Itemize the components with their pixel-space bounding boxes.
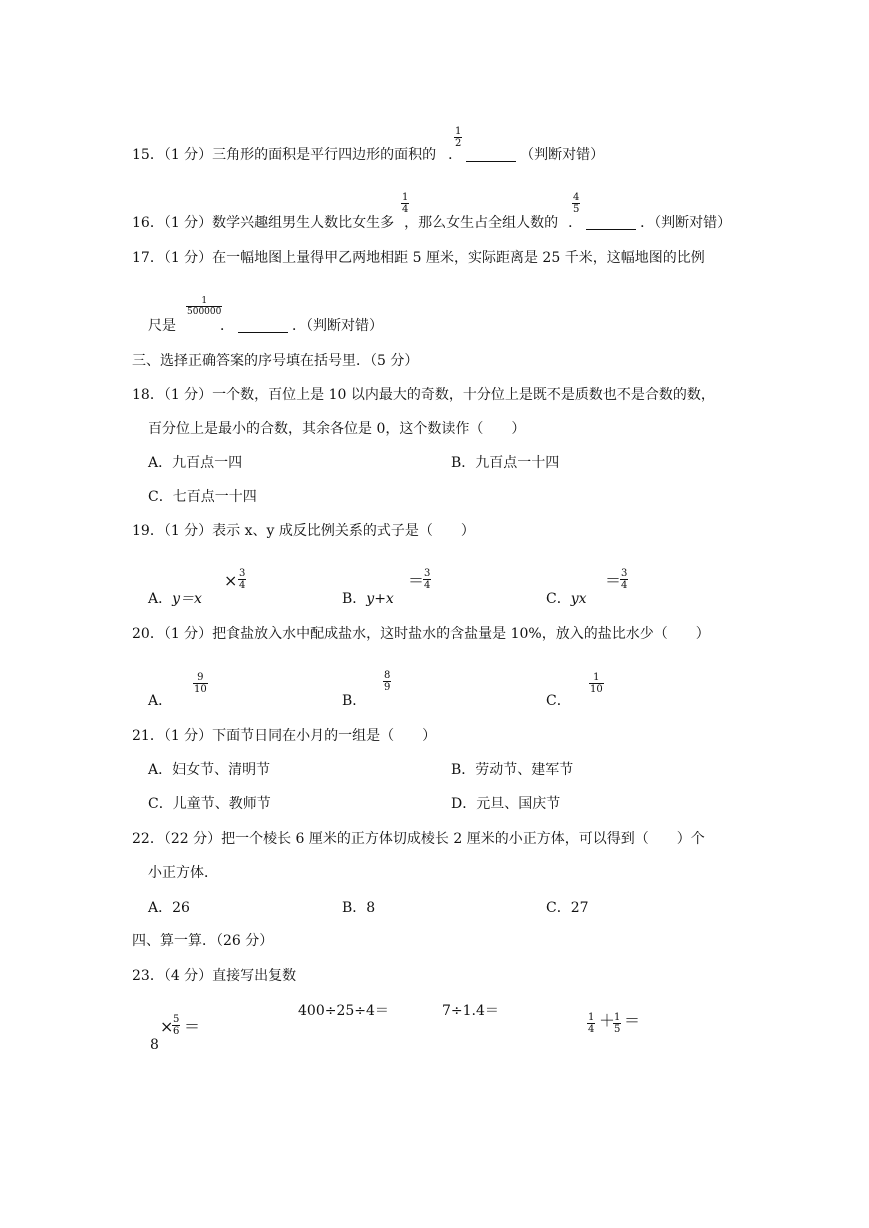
q15-period: ． (448, 147, 463, 163)
q17-answer-blank[interactable] (238, 318, 288, 333)
q23-expr4-plus: ＋ (599, 1011, 616, 1030)
q16-frac2-num: 4 (573, 192, 580, 203)
q18-line2: 百分位上是最小的合数，其余各位是 0，这个数读作（ ） (148, 421, 526, 437)
q20-c-frac-num: 1 (593, 672, 600, 683)
q22-option-c[interactable]: C．27 (546, 900, 589, 916)
section-3-heading: 三、选择正确答案的序号填在括号里．（5 分） (132, 353, 419, 369)
q17-frac-den: 500000 (187, 307, 222, 317)
q19-option-b-fraction (423, 568, 431, 591)
q23-expr1-times: × (160, 1017, 174, 1036)
q23-expr3: 7÷1.4＝ (442, 1003, 499, 1019)
q19-c-frac-den: 4 (621, 580, 628, 591)
q20-a-frac-num: 9 (197, 672, 204, 683)
q20-text: 20．（1 分）把食盐放入水中配成盐水，这时盐水的含盐量是 10%，放入的盐比水少（ ） (132, 626, 710, 642)
q23-e4-frac1-num: 1 (588, 1012, 595, 1023)
q15-line (132, 146, 604, 164)
q16-frac1-num: 1 (402, 192, 409, 203)
q23-e4-frac1-den: 4 (588, 1024, 595, 1035)
q19-option-b-expr: y+x (366, 591, 394, 607)
q16-frac2-den: 5 (573, 204, 580, 215)
q17-period: ． (220, 318, 234, 334)
q19-option-a-expr: y＝x (172, 591, 202, 607)
q19-b-frac-den: 4 (424, 580, 431, 591)
q16-frac1-den: 4 (402, 204, 409, 215)
q16-tail: ．（判断对错） (640, 215, 732, 231)
q15-frac-num: 1 (455, 126, 462, 137)
q21-option-a[interactable]: A．妇女节、清明节 (148, 762, 271, 778)
q20-b-frac-den: 9 (384, 682, 391, 693)
q17-line1: 17．（1 分）在一幅地图上量得甲乙两地相距 5 厘米，实际距离是 25 千米，这幅地图的比例 (132, 250, 705, 266)
q15-tail: （判断对错） (520, 147, 605, 163)
q20-option-b[interactable]: B． (342, 693, 367, 709)
q23-e1-frac-num: 5 (173, 1014, 180, 1025)
q21-option-d[interactable]: D．元旦、国庆节 (451, 796, 561, 812)
q16-mid: ，那么女生占全组人数的 (404, 215, 559, 231)
q23-e1-frac-den: 6 (173, 1026, 180, 1037)
q15-fraction (454, 126, 462, 149)
q23-expr4-equals: ＝ (624, 1011, 641, 1030)
q17-tail: ．（判断对错） (292, 318, 383, 334)
q23-e4-frac2-num: 1 (614, 1012, 621, 1023)
q21-text: 21．（1 分）下面节日同在小月的一组是（ ） (132, 728, 437, 744)
q19-a-frac-num: 3 (239, 568, 246, 579)
q19-b-frac-num: 3 (424, 568, 431, 579)
q19-option-c-expr: yx (570, 591, 587, 607)
q20-option-c-fraction (589, 672, 604, 695)
q23-expr1-base: 8 (150, 1037, 159, 1053)
q20-option-c[interactable]: C． (546, 693, 571, 709)
q23-expr4-fraction-1 (587, 1012, 595, 1035)
q16-line (132, 214, 731, 232)
q16-text: 16．（1 分）数学兴趣组男生人数比女生多 (132, 215, 395, 231)
q19-text: 19．（1 分）表示 x、y 成反比例关系的式子是（ ） (132, 523, 475, 539)
q20-b-frac-num: 8 (384, 670, 391, 681)
q15-frac-den: 2 (455, 138, 462, 149)
q23-expr1-equals: ＝ (184, 1017, 201, 1036)
q17-prefix: 尺是 (148, 318, 176, 334)
q19-option-c-fraction (620, 568, 628, 591)
q23-expr1-fraction (172, 1014, 180, 1037)
q21-option-b[interactable]: B．劳动节、建军节 (451, 762, 574, 778)
q19-option-a-label: A． (148, 591, 173, 607)
q19-option-a-fraction (238, 568, 246, 591)
q21-option-c[interactable]: C．儿童节、教师节 (148, 796, 271, 812)
q20-a-frac-den: 10 (194, 684, 207, 695)
q18-option-c[interactable]: C．七百点一十四 (148, 489, 257, 505)
q17-line2 (148, 317, 383, 335)
q23-expr4-fraction-2 (613, 1012, 621, 1035)
q15-answer-blank[interactable] (466, 147, 516, 162)
q22-option-b[interactable]: B．8 (342, 900, 376, 916)
q16-fraction-2 (572, 192, 580, 215)
q22-line1: 22．（22 分）把一个棱长 6 厘米的正方体切成棱长 2 厘米的小正方体，可以得到（ ）个 (132, 831, 705, 847)
section-4-heading: 四、算一算．（26 分） (132, 933, 274, 949)
q22-line2: 小正方体． (148, 865, 218, 881)
q23-text: 23．（4 分）直接写出复数 (132, 968, 297, 984)
q16-period: ． (568, 215, 583, 231)
q20-c-frac-den: 10 (590, 684, 603, 695)
q19-option-b-equals: ＝ (408, 571, 425, 590)
q19-option-a-times: × (224, 571, 238, 590)
q22-option-a[interactable]: A．26 (148, 900, 190, 916)
q18-option-a[interactable]: A．九百点一四 (148, 455, 243, 471)
q20-option-b-fraction (383, 670, 391, 693)
q20-option-a-fraction (193, 672, 208, 695)
q18-line1: 18．（1 分）一个数，百位上是 10 以内最大的奇数，十分位上是既不是质数也不是合数的数， (132, 387, 715, 403)
q19-option-c-equals: ＝ (605, 571, 622, 590)
q19-option-c[interactable] (546, 590, 587, 608)
q23-expr2: 400÷25÷4＝ (298, 1003, 389, 1019)
q19-option-c-label: C． (546, 591, 571, 607)
q16-fraction-1 (401, 192, 409, 215)
q16-answer-blank[interactable] (586, 215, 636, 230)
q19-option-a[interactable] (148, 590, 202, 608)
q19-option-b-label: B． (342, 591, 367, 607)
q19-c-frac-num: 3 (621, 568, 628, 579)
q23-e4-frac2-den: 5 (614, 1024, 621, 1035)
q15-text: 15．（1 分）三角形的面积是平行四边形的面积的 (132, 147, 437, 163)
q17-frac-num: 1 (201, 296, 208, 306)
q20-option-a[interactable]: A． (148, 693, 173, 709)
q19-a-frac-den: 4 (239, 580, 246, 591)
q19-option-b[interactable] (342, 590, 394, 608)
q18-option-b[interactable]: B．九百点一十四 (451, 455, 560, 471)
q17-fraction (186, 296, 222, 317)
